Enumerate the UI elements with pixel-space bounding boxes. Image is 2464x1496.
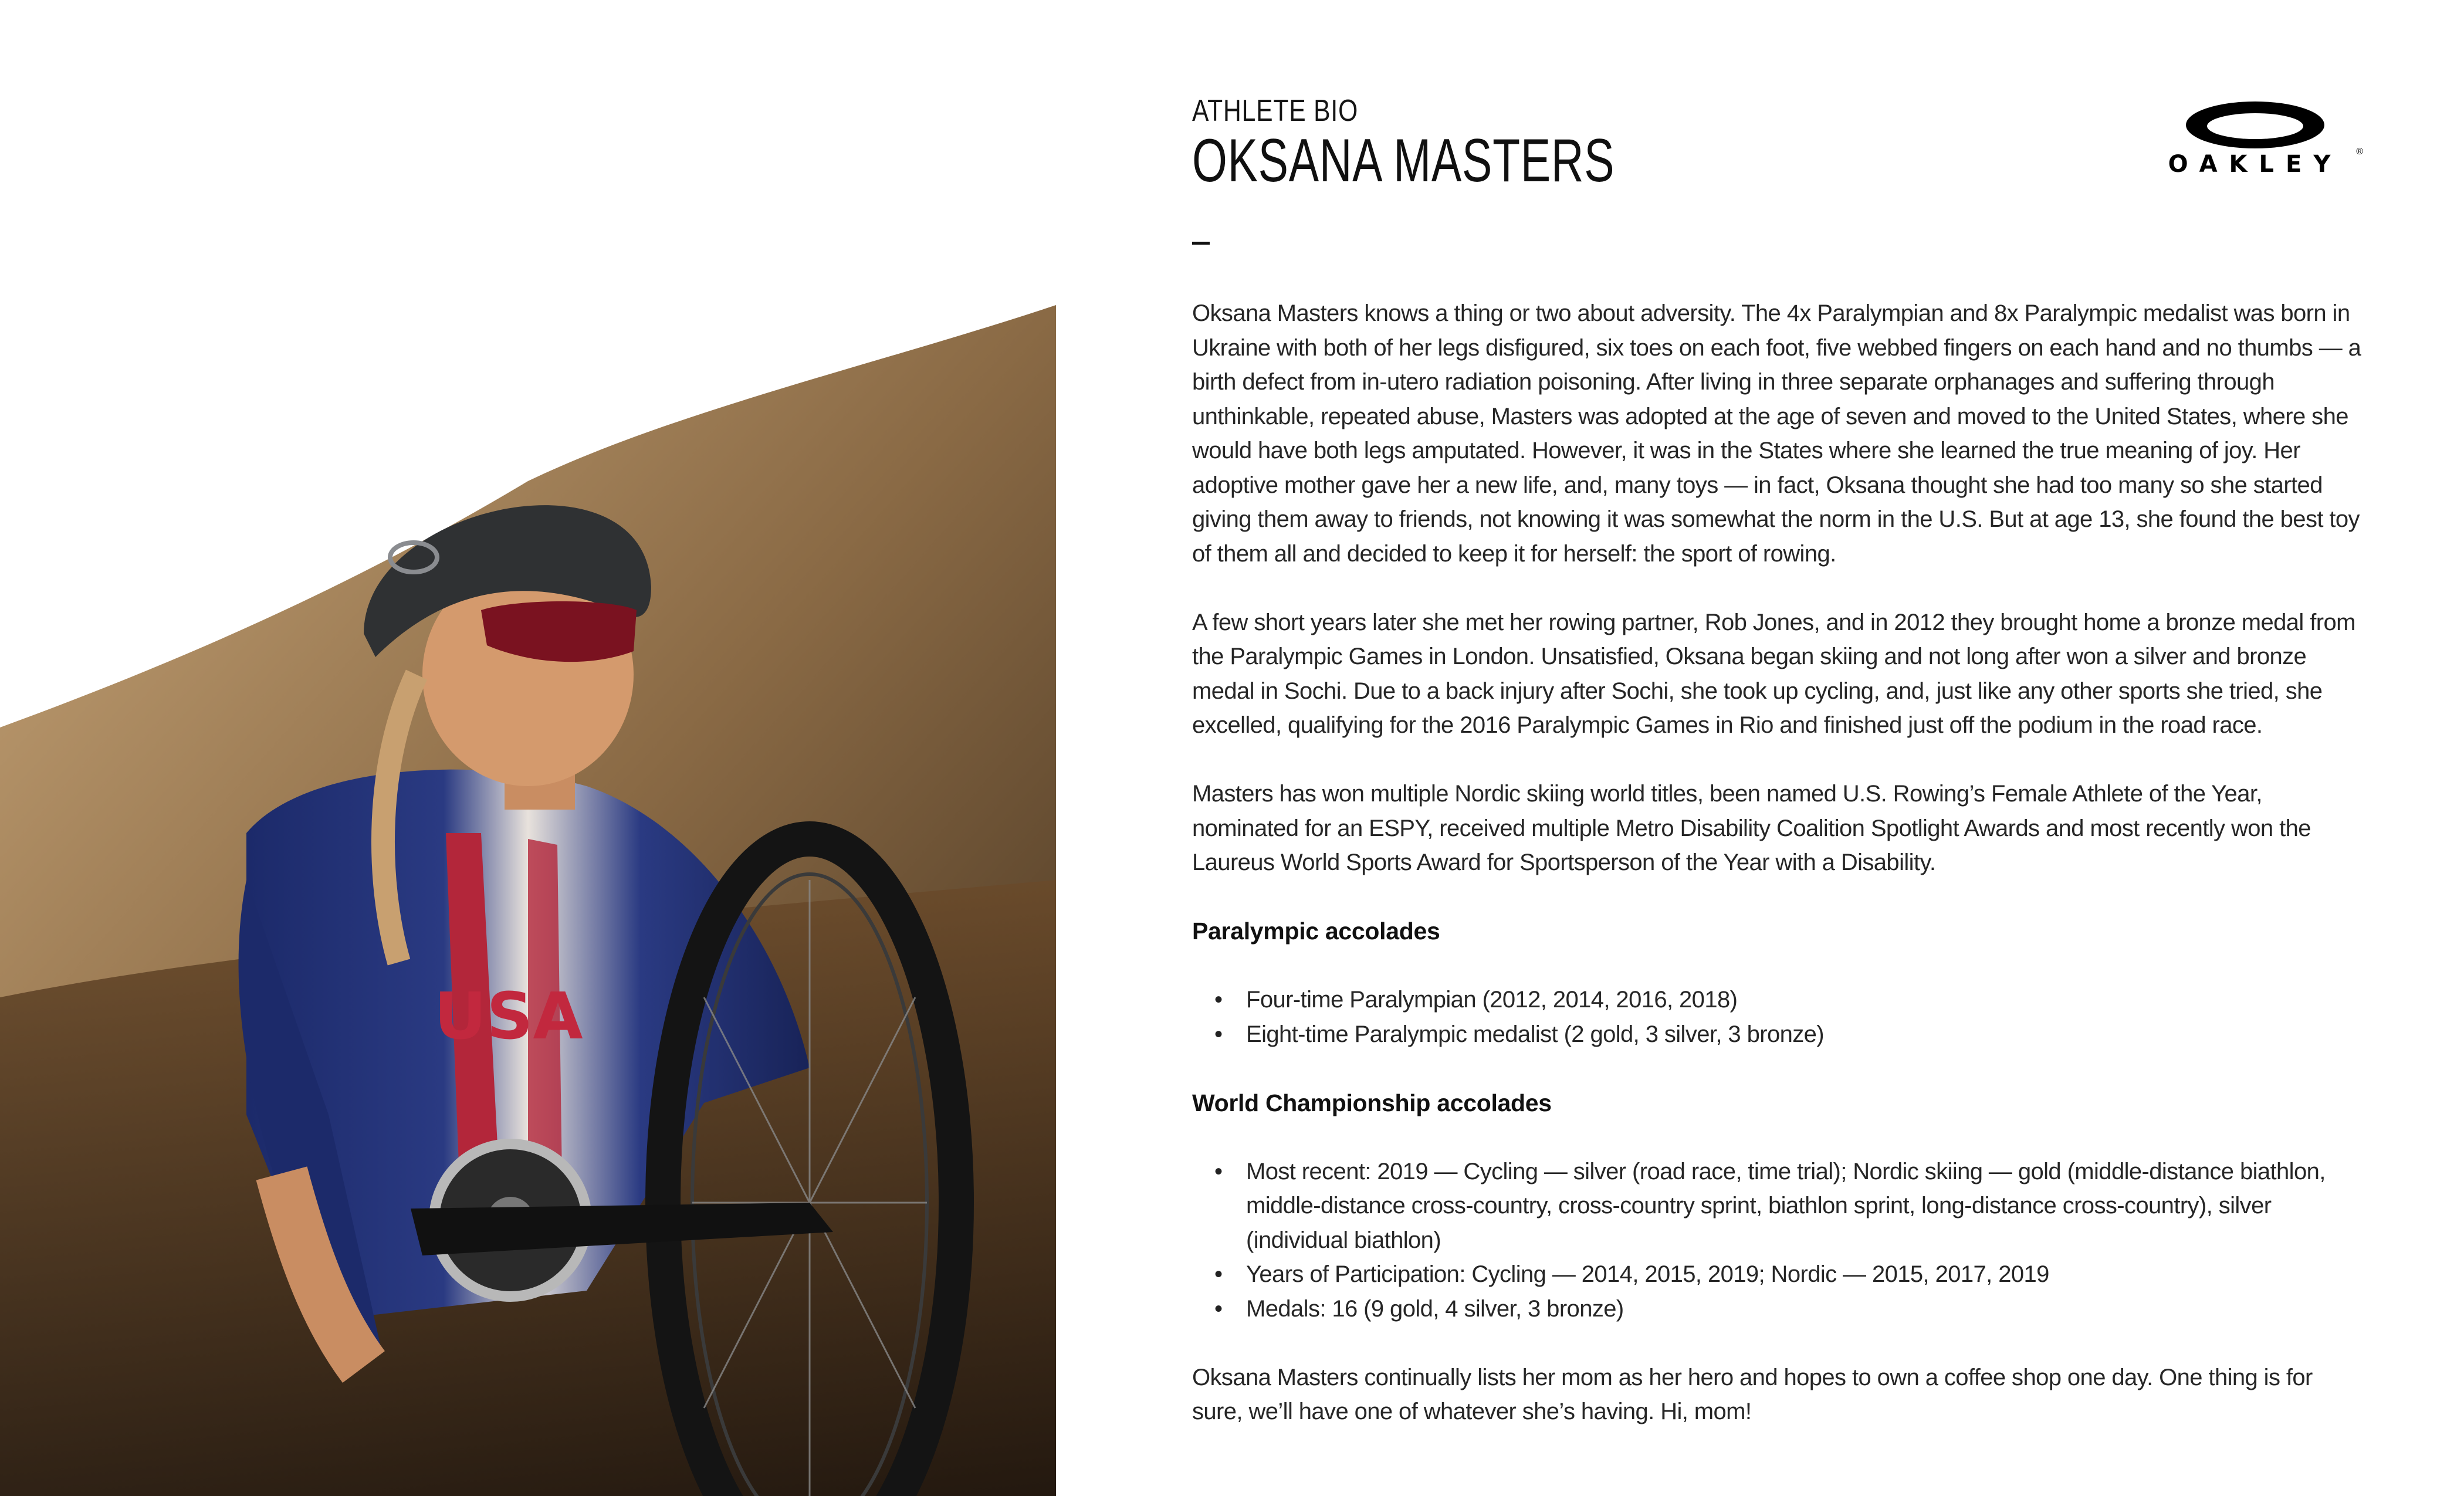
athlete-photo — [0, 0, 1056, 1496]
athlete-handcycle-illustration — [0, 0, 1056, 1496]
paralympic-accolades-heading: Paralympic accolades — [1192, 918, 1440, 945]
svg-text:USA: USA — [434, 979, 583, 1054]
brand-wordmark: OAKLEY — [2168, 151, 2343, 178]
list-item: • Four-time Paralympian (2012, 2014, 2016, 2018) — [1192, 983, 2365, 1017]
list-item: • Most recent: 2019 — Cycling — silver (road race, time trial); Nordic skiing — gold (middle-distance biathlon, middle-distance cross-country, cross-country sprint, biathlon sprint, long-distance cross-country), silver (individual biathlon) — [1192, 1155, 2365, 1258]
title-divider — [1192, 242, 1210, 245]
page-title: OKSANA MASTERS — [1192, 127, 1615, 195]
world-championship-accolades-heading: World Championship accolades — [1192, 1089, 1552, 1116]
bio-paragraph-2: A few short years later she met her rowing partner, Rob Jones, and in 2012 they brought home a bronze medal from the Paralympic Games in London. Unsatisfied, Oksana began skiing and not long after won a silver and bronze medal in Sochi. Due to a back injury after Sochi, she took up cycling, and, just like any other sports she tried, she excelled, qualifying for the 2016 Paralympic Games in Rio and finished just off the podium in the road race. — [1192, 609, 2355, 738]
paralympic-accolades-list — [1192, 983, 2365, 1051]
list-item: • Medals: 16 (9 gold, 4 silver, 3 bronze) — [1192, 1292, 2365, 1326]
bio-body — [1192, 296, 2365, 1429]
bio-paragraph-1: Oksana Masters knows a thing or two about adversity. The 4x Paralympian and 8x Paralympic medalist was born in Ukraine with both of her legs disfigured, six toes on each foot, five webbed fingers on each hand and no thumbs — a birth defect from in-utero radiation poisoning. After living in three separate orphanages and suffering through unthinkable, repeated abuse, Masters was adopted at the age of seven and moved to the United States, where she would have both legs amputated. However, it was in the States where she learned the true meaning of joy. Her adoptive mother gave her a new life, and, many toys — in fact, Oksana thought she had too many so she started giving them away to friends, not knowing it was somewhat the norm in the U.S. But at age 13, she found the best toy of them all and decided to keep it for herself: the sport of rowing. — [1192, 300, 2361, 567]
list-item: • Eight-time Paralympic medalist (2 gold, 3 silver, 3 bronze) — [1192, 1017, 2365, 1052]
page-kicker: ATHLETE BIO — [1192, 94, 1359, 128]
bio-column — [1192, 94, 2365, 1463]
list-item: • Years of Participation: Cycling — 2014, 2015, 2019; Nordic — 2015, 2017, 2019 — [1192, 1257, 2365, 1292]
world-championship-accolades-list — [1192, 1155, 2365, 1326]
bio-paragraph-3: Masters has won multiple Nordic skiing world titles, been named U.S. Rowing’s Female Athlete of the Year, nominated for an ESPY, received multiple Metro Disability Coalition Spotlight Awards and most recently won the Laureus World Sports Award for Sportsperson of the Year with a Disability. — [1192, 781, 2311, 875]
registered-mark: ® — [2356, 147, 2363, 157]
bio-closing-paragraph: Oksana Masters continually lists her mom as her hero and hopes to own a coffee shop one day. One thing is for sure, we’ll have one of whatever she’s having. Hi, mom! — [1192, 1364, 2313, 1424]
